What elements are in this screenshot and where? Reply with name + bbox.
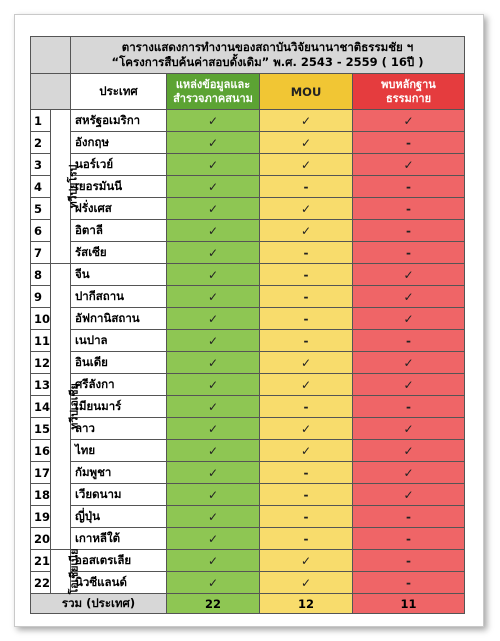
table-row — [31, 352, 465, 374]
region-label-europe — [51, 110, 80, 264]
row-number: 20 — [31, 528, 51, 550]
total-row — [31, 594, 465, 614]
evidence-mark: - — [406, 575, 411, 590]
title-row — [31, 37, 465, 74]
country-name: อัฟกานิสถาน — [71, 308, 167, 330]
table-row — [31, 110, 465, 132]
title-line-1: ตารางแสดงการทำงานของสถาบันวิจัยนานาชาติธรรมชัย ฯ — [121, 40, 414, 54]
evidence-mark-cell — [353, 220, 465, 242]
mou-mark: ✓ — [300, 377, 312, 392]
field-survey-mark: ✓ — [207, 575, 219, 590]
field-survey-mark: ✓ — [207, 179, 219, 194]
row-number: 6 — [31, 220, 51, 242]
field-survey-mark-cell — [167, 286, 260, 308]
table-title — [71, 37, 465, 74]
evidence-mark: ✓ — [403, 377, 414, 392]
mou-mark: ✓ — [300, 575, 312, 590]
country-name: ฝรั่งเศส — [71, 198, 167, 220]
country-name: อังกฤษ — [71, 132, 167, 154]
row-number: 21 — [31, 550, 51, 572]
row-number: 18 — [31, 484, 51, 506]
header-field-survey — [167, 74, 260, 110]
field-survey-mark: ✓ — [207, 289, 219, 304]
field-survey-mark: ✓ — [207, 377, 219, 392]
table-row — [31, 506, 465, 528]
row-number: 15 — [31, 418, 51, 440]
region-text: ทวีปเอเชีย — [68, 383, 81, 430]
field-survey-mark: ✓ — [207, 201, 219, 216]
evidence-mark-cell — [353, 154, 465, 176]
row-number: 19 — [31, 506, 51, 528]
field-survey-mark: ✓ — [207, 399, 219, 414]
header-country: ประเทศ — [71, 74, 167, 110]
mou-mark-cell — [260, 110, 353, 132]
country-name: ลาว — [71, 418, 167, 440]
field-survey-mark-cell — [167, 462, 260, 484]
mou-mark: - — [303, 333, 309, 348]
country-name: ออสเตรเลีย — [71, 550, 167, 572]
field-survey-mark: ✓ — [207, 113, 219, 128]
table-row — [31, 264, 465, 286]
header-field-survey-line-2: สำรวจภาคสนาม — [173, 91, 253, 105]
field-survey-mark: ✓ — [207, 135, 219, 150]
row-number: 14 — [31, 396, 51, 418]
evidence-mark-cell — [353, 418, 465, 440]
evidence-mark-cell — [353, 396, 465, 418]
header-evidence-line-2: ธรรมกาย — [385, 91, 432, 105]
evidence-mark: - — [406, 245, 411, 260]
field-survey-mark: ✓ — [207, 465, 219, 480]
evidence-mark-cell — [353, 462, 465, 484]
country-name: สหรัฐอเมริกา — [71, 110, 167, 132]
field-survey-mark-cell — [167, 330, 260, 352]
evidence-mark-cell — [353, 330, 465, 352]
field-survey-mark-cell — [167, 572, 260, 594]
mou-mark-cell — [260, 220, 353, 242]
field-survey-mark: ✓ — [207, 531, 219, 546]
evidence-mark-cell — [353, 440, 465, 462]
evidence-mark-cell — [353, 286, 465, 308]
evidence-mark-cell — [353, 264, 465, 286]
field-survey-mark: ✓ — [207, 223, 219, 238]
table-row — [31, 242, 465, 264]
field-survey-mark: ✓ — [207, 245, 219, 260]
row-number: 9 — [31, 286, 51, 308]
field-survey-mark: ✓ — [207, 267, 219, 282]
evidence-mark-cell — [353, 176, 465, 198]
header-row — [31, 74, 465, 110]
field-survey-mark: ✓ — [207, 157, 219, 172]
mou-mark-cell — [260, 550, 353, 572]
evidence-mark: ✓ — [403, 421, 414, 436]
field-survey-mark: ✓ — [207, 333, 219, 348]
field-survey-mark-cell — [167, 396, 260, 418]
mou-mark: ✓ — [300, 135, 312, 150]
mou-mark: - — [303, 531, 309, 546]
country-name: เมียนมาร์ — [71, 396, 167, 418]
mou-mark-cell — [260, 198, 353, 220]
field-survey-mark: ✓ — [207, 553, 219, 568]
mou-mark-cell — [260, 440, 353, 462]
evidence-mark: - — [406, 223, 411, 238]
table-row — [31, 286, 465, 308]
evidence-mark-cell — [353, 374, 465, 396]
evidence-mark: ✓ — [403, 113, 414, 128]
field-survey-mark: ✓ — [207, 311, 219, 326]
mou-mark: ✓ — [300, 223, 312, 238]
country-name: เกาหลีใต้ — [71, 528, 167, 550]
field-survey-mark-cell — [167, 484, 260, 506]
row-number: 1 — [31, 110, 51, 132]
table-row — [31, 484, 465, 506]
mou-mark-cell — [260, 154, 353, 176]
evidence-mark-cell — [353, 198, 465, 220]
field-survey-mark: ✓ — [207, 509, 219, 524]
evidence-mark: - — [406, 333, 411, 348]
mou-mark-cell — [260, 374, 353, 396]
country-name: รัสเซีย — [71, 242, 167, 264]
mou-mark-cell — [260, 264, 353, 286]
country-name: ศรีลังกา — [71, 374, 167, 396]
field-survey-mark-cell — [167, 154, 260, 176]
mou-mark: - — [303, 179, 309, 194]
evidence-mark: ✓ — [403, 487, 414, 502]
mou-mark: - — [303, 509, 309, 524]
field-survey-mark-cell — [167, 132, 260, 154]
region-text: ทวีปยุโรป — [67, 164, 80, 209]
row-number: 11 — [31, 330, 51, 352]
mou-mark-cell — [260, 396, 353, 418]
row-number: 10 — [31, 308, 51, 330]
row-number: 2 — [31, 132, 51, 154]
field-survey-mark-cell — [167, 352, 260, 374]
mou-mark-cell — [260, 462, 353, 484]
mou-mark-cell — [260, 528, 353, 550]
row-number: 13 — [31, 374, 51, 396]
mou-mark: - — [303, 487, 309, 502]
header-evidence-line-1: พบหลักฐาน — [381, 77, 436, 91]
country-name: อินเดีย — [71, 352, 167, 374]
country-name: อิตาลี — [71, 220, 167, 242]
field-survey-mark-cell — [167, 308, 260, 330]
title-blank-cell — [31, 37, 71, 74]
region-label-oceania — [51, 548, 81, 595]
field-survey-mark: ✓ — [207, 355, 219, 370]
mou-mark: ✓ — [300, 113, 312, 128]
evidence-mark-cell — [353, 132, 465, 154]
table-row — [31, 440, 465, 462]
evidence-mark: ✓ — [403, 355, 414, 370]
table-row — [31, 220, 465, 242]
field-survey-mark: ✓ — [207, 443, 219, 458]
table-row — [31, 396, 465, 418]
field-survey-mark-cell — [167, 242, 260, 264]
mou-mark: ✓ — [300, 157, 312, 172]
mou-mark: ✓ — [300, 421, 312, 436]
mou-mark: - — [303, 399, 309, 414]
evidence-mark: ✓ — [403, 289, 414, 304]
row-number: 7 — [31, 242, 51, 264]
row-number: 16 — [31, 440, 51, 462]
mou-mark: - — [303, 465, 309, 480]
evidence-mark-cell — [353, 572, 465, 594]
field-survey-mark-cell — [167, 418, 260, 440]
mou-mark-cell — [260, 132, 353, 154]
country-name: ปากีสถาน — [71, 286, 167, 308]
evidence-mark: ✓ — [403, 311, 414, 326]
mou-mark: - — [303, 311, 309, 326]
header-evidence — [353, 74, 465, 110]
header-field-survey-line-1: แหล่งข้อมูลและ — [175, 77, 251, 91]
country-name: นิวซีแลนด์ — [71, 572, 167, 594]
evidence-mark: ✓ — [403, 465, 414, 480]
evidence-mark-cell — [353, 528, 465, 550]
field-survey-mark-cell — [167, 220, 260, 242]
total-mou: 12 — [260, 594, 353, 614]
table-row — [31, 132, 465, 154]
header-blank-cell — [31, 74, 71, 110]
mou-mark: - — [303, 267, 309, 282]
evidence-mark: - — [406, 553, 411, 568]
field-survey-mark-cell — [167, 198, 260, 220]
row-number: 8 — [31, 264, 51, 286]
field-survey-mark-cell — [167, 506, 260, 528]
mou-mark-cell — [260, 506, 353, 528]
mou-mark: ✓ — [300, 355, 312, 370]
row-number: 3 — [31, 154, 51, 176]
table-row — [31, 462, 465, 484]
total-field-survey: 22 — [167, 594, 260, 614]
field-survey-mark: ✓ — [207, 487, 219, 502]
table-row — [31, 550, 465, 572]
table-row — [31, 330, 465, 352]
mou-mark: ✓ — [300, 201, 312, 216]
country-name: เยอรมันนี — [71, 176, 167, 198]
table-row — [31, 374, 465, 396]
field-survey-mark-cell — [167, 440, 260, 462]
mou-mark: ✓ — [300, 553, 312, 568]
table-row — [31, 418, 465, 440]
field-survey-mark: ✓ — [207, 421, 219, 436]
mou-mark-cell — [260, 418, 353, 440]
evidence-mark: - — [406, 201, 411, 216]
country-name: เนปาล — [71, 330, 167, 352]
row-number: 17 — [31, 462, 51, 484]
mou-mark-cell — [260, 572, 353, 594]
table-row — [31, 154, 465, 176]
evidence-mark-cell — [353, 110, 465, 132]
field-survey-mark-cell — [167, 528, 260, 550]
country-name: จีน — [71, 264, 167, 286]
mou-mark-cell — [260, 286, 353, 308]
region-label-asia — [51, 264, 81, 550]
evidence-mark: ✓ — [403, 157, 414, 172]
evidence-mark-cell — [353, 484, 465, 506]
row-number: 12 — [31, 352, 51, 374]
mou-mark-cell — [260, 176, 353, 198]
country-name: เวียดนาม — [71, 484, 167, 506]
work-summary-table — [30, 36, 465, 614]
mou-mark-cell — [260, 352, 353, 374]
country-name: กัมพูชา — [71, 462, 167, 484]
field-survey-mark-cell — [167, 374, 260, 396]
row-number: 22 — [31, 572, 51, 594]
mou-mark: - — [303, 289, 309, 304]
field-survey-mark-cell — [167, 550, 260, 572]
region-text: โอเชียเนีย — [68, 548, 81, 595]
table-row — [31, 528, 465, 550]
country-name: นอร์เวย์ — [71, 154, 167, 176]
evidence-mark: - — [406, 509, 411, 524]
evidence-mark: - — [406, 135, 411, 150]
mou-mark-cell — [260, 308, 353, 330]
evidence-mark: - — [406, 531, 411, 546]
evidence-mark-cell — [353, 506, 465, 528]
mou-mark-cell — [260, 242, 353, 264]
table-row — [31, 176, 465, 198]
evidence-mark-cell — [353, 242, 465, 264]
field-survey-mark-cell — [167, 264, 260, 286]
field-survey-mark-cell — [167, 110, 260, 132]
mou-mark-cell — [260, 330, 353, 352]
table-row — [31, 198, 465, 220]
evidence-mark: ✓ — [403, 443, 414, 458]
mou-mark: - — [303, 245, 309, 260]
table-row — [31, 308, 465, 330]
country-name: ญี่ปุ่น — [71, 506, 167, 528]
evidence-mark: - — [406, 399, 411, 414]
country-name: ไทย — [71, 440, 167, 462]
header-mou: MOU — [260, 74, 353, 110]
mou-mark: ✓ — [300, 443, 312, 458]
field-survey-mark-cell — [167, 176, 260, 198]
evidence-mark-cell — [353, 550, 465, 572]
evidence-mark: - — [406, 179, 411, 194]
evidence-mark-cell — [353, 352, 465, 374]
title-line-2: “โครงการสืบค้นค่าสอบดั้งเดิม” พ.ศ. 2543 - 2559 ( 16ปี ) — [111, 55, 424, 69]
table-row — [31, 572, 465, 594]
row-number: 5 — [31, 198, 51, 220]
evidence-mark-cell — [353, 308, 465, 330]
total-label: รวม (ประเทศ) — [31, 594, 167, 614]
total-evidence: 11 — [353, 594, 465, 614]
row-number: 4 — [31, 176, 51, 198]
mou-mark-cell — [260, 484, 353, 506]
evidence-mark: ✓ — [403, 267, 414, 282]
